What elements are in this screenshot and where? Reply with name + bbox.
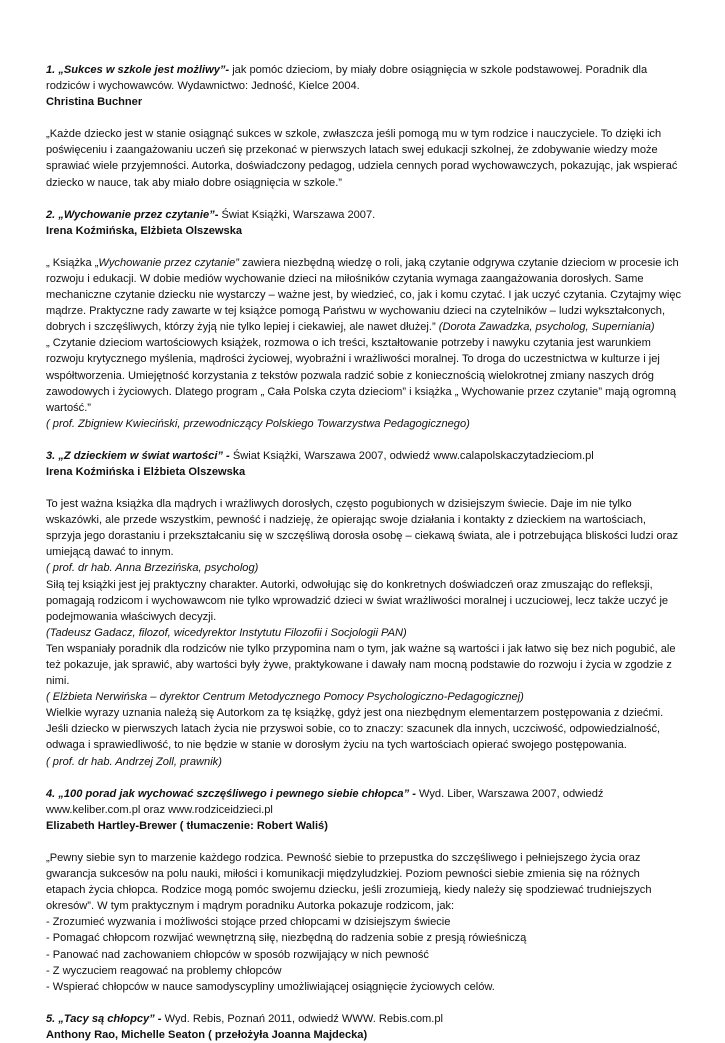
book-title: 1. „Sukces w szkole jest możliwy”- — [46, 64, 230, 76]
benefit-list — [46, 914, 682, 994]
review-citation: ( prof. dr hab. Anna Brzezińska, psycholog) — [46, 562, 259, 575]
book-title: 3. „Z dzieckiem w świat wartości” - — [46, 449, 230, 462]
document-page — [46, 62, 682, 1043]
list-item: - Pomagać chłopcom rozwijać wewnętrzną siłę, niezbędną do radzenia sobie z presją rówieśniczą — [46, 930, 682, 946]
list-item: - Wspierać chłopców w nauce samodyscypliny umożliwiającej osiągnięcie życiowych celów. — [46, 979, 682, 995]
book-review: Siłą tej książki jest jej praktyczny charakter. Autorki, odwołując się do konkretnych doświadczeń oraz zmuszając do refleksji, pomagają rodzicom i wychowawcom nie tylko wprowadzić dzieci w świat wrażliwości moralnej i uczuciowej, lecz także uczyć je podejmowania właściwych decyzji. — [46, 578, 669, 623]
book-entry-4 — [46, 786, 682, 995]
review-text: „ Książka „ — [46, 256, 99, 269]
book-heading — [46, 786, 682, 818]
book-heading — [46, 448, 682, 464]
book-author: Elizabeth Hartley-Brewer ( tłumaczenie: Robert Waliś) — [46, 819, 328, 832]
book-review: „Pewny siebie syn to marzenie każdego rodzica. Pewność siebie to przepustka do szczęśliwego i pełniejszego życia oraz gwarancja sukcesów na polu nauki, miłości i komunikacji międzyludzkiej. Poziom pewności siebie zmienia się na różnych etapach życia chłopca. Rodzice mogą pomóc swojemu dziecku, jeśli zrozumieją, kiedy należy się spodziewać trudniejszych okresów”. W tym praktycznym i mądrym poradniku Autorka pokazuje rodzicom, jak: — [46, 851, 652, 913]
list-item: - Z wyczuciem reagować na problemy chłopców — [46, 963, 682, 979]
book-title: 2. „Wychowanie przez czytanie”- — [46, 208, 219, 221]
book-title-inline: Wychowanie przez czytanie” — [98, 256, 239, 269]
book-info: Świat Książki, Warszawa 2007, odwiedź www.calapolskaczytadzieciom.pl — [229, 449, 594, 462]
book-author: Anthony Rao, Michelle Seaton ( przełożyła Joanna Majdecka) — [46, 1028, 368, 1041]
book-heading — [46, 62, 682, 94]
book-heading — [46, 1011, 682, 1027]
book-review: Ten wspaniały poradnik dla rodziców nie tylko przypomina nam o tym, jak ważne są wartości i jak łatwo się bez nich pogubić, ale też pokazuje, jak sprawić, aby wartości były żywe, praktykowane i dawały nam mocną podstawie do rozwoju i życia w zgodzie z nimi. — [46, 642, 676, 688]
book-title: 4. „100 porad jak wychować szczęśliwego i pewnego siebie chłopca” - — [46, 787, 416, 800]
book-info: Wyd. Liber, Warszawa 2007, odwiedź www.keliber.com.pl oraz www.rodziceidzieci.pl — [46, 787, 604, 816]
book-entry-3 — [46, 448, 682, 770]
book-entry-1 — [46, 62, 682, 191]
review-text: zawiera niezbędną wiedzę o roli, jaką czytanie odgrywa czytanie dzieciom w procesie ich rozwoju i edukacji. W dobie mediów wychowanie dzieci na miłośników czytania wymaga zaangażowania dorosłych. Same mechaniczne czytanie dziecku nie wystarczy – ważne jest, by wiedzieć, co, jak i komu czytać. I jak uczyć czytania. Czytajmy więc mądrze. Praktyczne rady zawarte w tej książce pomogą Państwu w wychowaniu dzieci na czytelników – ludzi wykształconych, dobrych i szczęśliwych, którzy żyją nie tylko lepiej i ciekawiej, ale nawet dłużej.” — [46, 256, 682, 334]
review-citation: (Tadeusz Gadacz, filozof, wicedyrektor Instytutu Filozofii i Socjologii PAN) — [46, 626, 407, 639]
review-citation: ( prof. Zbigniew Kwieciński, przewodniczący Polskiego Towarzystwa Pedagogicznego) — [46, 417, 470, 430]
review-citation: (Dorota Zawadzka, psycholog, Superniania) — [435, 321, 655, 334]
book-review: Wielkie wyrazy uznania należą się Autorkom za tę książkę, gdyż jest ona niezbędnym elementarzem postępowania z dziećmi. Jeśli dziecko w pierwszych latach życia nie przyswoi sobie, co to znaczy: szacunek dla innych, uczciwość, odpowiedzialność, odwaga i sprawiedliwość, to nie będzie w stanie w dorosłym życiu na tych wartościach opierać swojego postępowania. — [46, 707, 664, 752]
book-info: Świat Książki, Warszawa 2007. — [218, 208, 376, 221]
book-review: „Każde dziecko jest w stanie osiągnąć sukces w szkole, zwłaszcza jeśli pomogą mu w tym rodzice i nauczyciele. To dzięki ich poświęceniu i zaangażowaniu uczeń się przekonać w pierwszych latach swej edukacji szkolnej, że zdobywanie wiedzy może sprawiać wiele przyjemności. Autorka, doświadczony pedagog, udziela cennych porad wychowawczych, pokazując, jak wspierać dziecko w nauce, tak aby miało dobre osiągnięcia w szkole.” — [46, 128, 678, 189]
book-entry-5 — [46, 1011, 682, 1043]
book-author: Irena Koźmińska, Elżbieta Olszewska — [46, 224, 243, 237]
book-info: Wyd. Rebis, Poznań 2011, odwiedź WWW. Rebis.com.pl — [161, 1012, 443, 1025]
review-citation: ( prof. dr hab. Andrzej Zoll, prawnik) — [46, 755, 222, 768]
book-entry-2 — [46, 207, 682, 432]
review-citation: ( Elżbieta Nerwińska – dyrektor Centrum Metodycznego Pomocy Psychologiczno-Pedagogicznej) — [46, 691, 524, 704]
book-review: „ Czytanie dzieciom wartościowych książek, rozmowa o ich treści, kształtowanie potrzeby i nawyku czytania jest warunkiem rozwoju krytycznego myślenia, mądrości życiowej, wyobraźni i wrażliwości moralnej. To droga do uczestnictwa w kulturze i jej współtworzenia. Umiejętność korzystania z tekstów pozwala radzić sobie z koniecznością wielokrotnej zmiany naszych dróg zawodowych i życiowych. Dlatego program „ Cała Polska czyta dzieciom” i książka „ Wychowanie przez czytanie” mają ogromną wartość.” — [46, 337, 677, 414]
list-item: - Zrozumieć wyzwania i możliwości stojące przed chłopcami w dzisiejszym świecie — [46, 914, 682, 930]
book-heading — [46, 207, 682, 223]
list-item: - Panować nad zachowaniem chłopców w sposób rozwijający w nich pewność — [46, 947, 682, 963]
book-info: jak pomóc dzieciom, by miały dobre osiągnięcia w szkole podstawowej. Poradnik dla rodziców i wychowawców. Wydawnictwo: Jedność, Kielce 2004. — [46, 64, 648, 93]
book-author: Christina Buchner — [46, 96, 143, 109]
book-review: To jest ważna książka dla mądrych i wrażliwych dorosłych, często pogubionych w dzisiejszym świecie. Daje im nie tylko wskazówki, ale przede wszystkim, pewność i nadzieję, że opierając swoje działania i kontakty z dzieckiem na wartościach, sprzyja jego dorastaniu i przekształcaniu się w szczęśliwą dorosła osobę – ciekawą świata, ale i potrzebująca bliskości ludzi oraz umiejącą dawać to innym. — [46, 498, 679, 559]
book-author: Irena Koźmińska i Elżbieta Olszewska — [46, 465, 246, 478]
book-review — [46, 255, 682, 335]
book-title: 5. „Tacy są chłopcy” - — [46, 1012, 162, 1025]
